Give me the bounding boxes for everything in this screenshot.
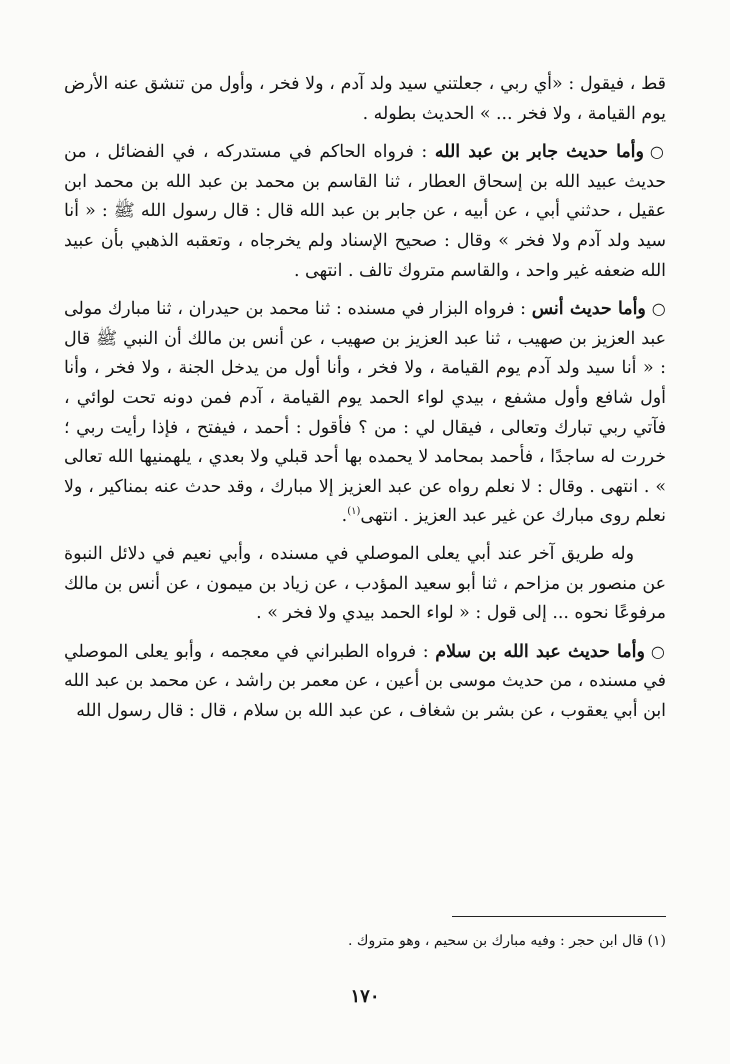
section-heading-jabir: وأما حديث جابر بن عبد الله xyxy=(434,142,644,163)
circle-bullet-icon: ○ xyxy=(650,641,666,661)
main-text xyxy=(64,70,666,734)
paragraph-1 xyxy=(64,70,666,129)
paragraph-1-text: قط ، فيقول : «أي ربي ، جعلتني سيد ولد آدم ، ولا فخر ، وأول من تنشق عنه الأرض يوم القيامة ، ولا فخر ... » الحديث بطوله . xyxy=(64,74,666,124)
circle-bullet-icon: ○ xyxy=(651,299,666,319)
section-heading-ibn-salam: وأما حديث عبد الله بن سلام xyxy=(435,641,645,662)
paragraph-anas xyxy=(64,294,666,532)
footnote-reference: (١) xyxy=(347,506,361,518)
paragraph-ibn-salam-text: : فرواه الطبراني في معجمه ، وأبو يعلى الموصلي في مسنده ، من حديث موسى بن أعين ، عن معمر بن راشد ، عن محمد بن عبد الله ابن أبي يعقوب ، عن بشر بن شغاف ، عن عبد الله بن سلام ، قال : قال رسول الله xyxy=(64,641,666,721)
paragraph-jabir xyxy=(64,137,666,286)
circle-bullet-icon: ○ xyxy=(649,142,666,162)
paragraph-anas-tail: . xyxy=(341,506,348,527)
paragraph-another-route-text: وله طريق آخر عند أبي يعلى الموصلي في مسنده ، وأبي نعيم في دلائل النبوة عن منصور بن مزاحم ، ثنا أبو سعيد المؤدب ، عن زياد بن ميمون ، عن أنس بن مالك مرفوعًا نحوه ... إلى قول : « لواء الحمد بيدي ولا فخر » . xyxy=(64,543,666,624)
section-heading-anas: وأما حديث أنس xyxy=(531,299,646,320)
page-number: ١٧٠ xyxy=(350,986,380,1007)
paragraph-anas-text: : فرواه البزار في مسنده : ثنا محمد بن حيدران ، ثنا مبارك مولى عبد العزيز بن صهيب ، ثنا عبد العزيز بن صهيب ، عن أنس بن مالك أن النبي ﷺ قال : « أنا سيد ولد آدم يوم القيامة ، ولا فخر ، وأنا أول من يدخل الجنة ، ولا فخر ، وأنا أول شافع وأول مشفع ، بيدي لواء الحمد يوم القيامة ، آدم فمن دونه تحت لوائي ، فآتي ربي تبارك وتعالى ، فيقال لي : من ؟ فأقول : أحمد ، فيفتح ، فإذا رأيت ربي ؛ خررت له ساجدًا ، فأحمد بمحامد لا يحمده بها أحد قبلي ولا بعدي ، يلهمنيها الله تعالى » . انتهى . وقال : لا نعلم رواه عن عبد العزيز إلا مبارك ، وقد حدث عنه بمناكير ، ولا نعلم روى مبارك عن غير عبد العزيز . انتهى xyxy=(64,299,666,527)
footnote: (١) قال ابن حجر : وفيه مبارك بن سحيم ، وهو متروك . xyxy=(348,933,666,949)
paragraph-another-route xyxy=(64,540,666,629)
footnote-divider xyxy=(452,916,666,917)
paragraph-jabir-text: : فرواه الحاكم في مستدركه ، في الفضائل ، من حديث عبيد الله بن إسحاق العطار ، ثنا القاسم بن محمد بن عبد الله بن محمد ابن عقيل ، حدثني أبي ، عن أبيه ، عن جابر بن عبد الله قال : قال رسول الله ﷺ : « أنا سيد ولد آدم ولا فخر » وقال : صحيح الإسناد ولم يخرجاه ، وتعقبه الذهبي بأن عبيد الله ضعفه غير واحد ، والقاسم متروك تالف . انتهى . xyxy=(64,142,666,281)
paragraph-ibn-salam xyxy=(64,637,666,727)
